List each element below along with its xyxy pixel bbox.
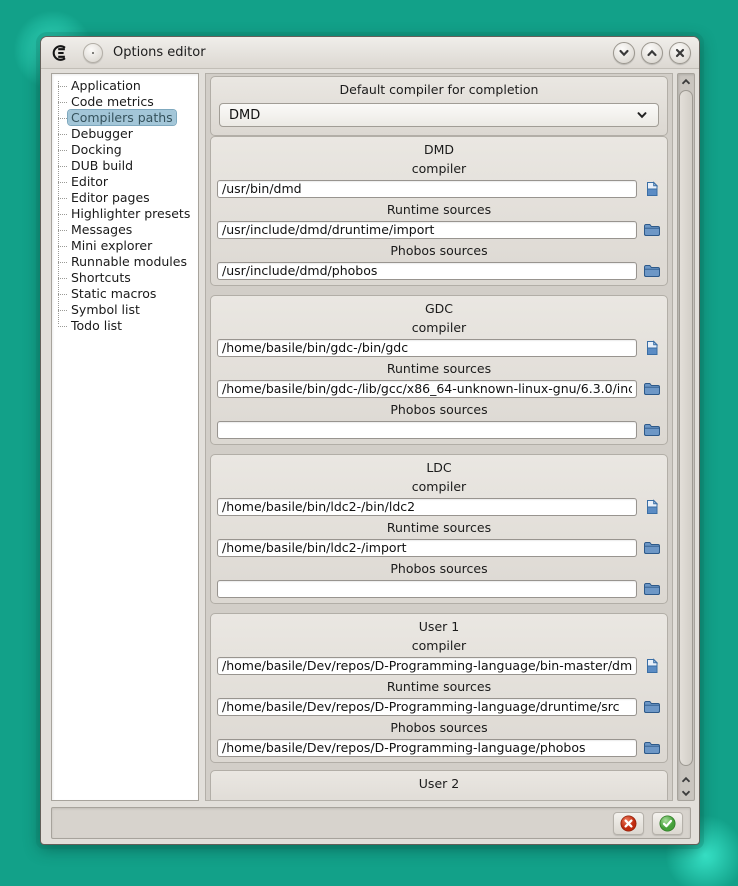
sidebar <box>51 73 199 801</box>
compiler-section-dmd <box>210 136 668 286</box>
path-field <box>211 202 667 239</box>
chevron-up-icon <box>645 46 659 60</box>
browse-folder-button[interactable] <box>642 221 662 238</box>
path-input[interactable] <box>217 380 637 398</box>
sidebar-item-todo-list[interactable]: Todo list <box>68 318 196 334</box>
close-button[interactable] <box>669 42 691 64</box>
field-label: compiler <box>411 638 467 653</box>
sidebar-item-mini-explorer[interactable]: Mini explorer <box>68 238 196 254</box>
field-label: Phobos sources <box>390 561 488 576</box>
default-compiler-combobox[interactable] <box>219 103 659 127</box>
coedit-logo-icon <box>51 44 69 62</box>
browse-folder-button[interactable] <box>642 580 662 597</box>
chevron-up-icon <box>681 776 691 784</box>
path-field <box>211 679 667 716</box>
sidebar-item-application[interactable]: Application <box>68 78 196 94</box>
field-label: Phobos sources <box>390 720 488 735</box>
browse-file-button[interactable] <box>642 498 662 515</box>
chevron-down-icon <box>617 46 631 60</box>
section-title: User 2 <box>418 776 460 791</box>
scroll-down-button[interactable] <box>679 786 693 799</box>
path-input[interactable] <box>217 698 637 716</box>
section-title: LDC <box>426 460 452 475</box>
sidebar-item-static-macros[interactable]: Static macros <box>68 286 196 302</box>
browse-folder-button[interactable] <box>642 421 662 438</box>
chevron-down-icon <box>635 108 649 122</box>
scrollbar-thumb[interactable] <box>679 90 693 766</box>
compiler-section-ldc <box>210 454 668 604</box>
sidebar-item-editor[interactable]: Editor <box>68 174 196 190</box>
ok-check-icon <box>659 815 676 832</box>
path-field <box>211 561 667 598</box>
section-title: GDC <box>424 301 454 316</box>
sidebar-item-code-metrics[interactable]: Code metrics <box>68 94 196 110</box>
compiler-section-user-1 <box>210 613 668 763</box>
sidebar-tree <box>52 78 196 334</box>
path-field <box>211 402 667 439</box>
field-label: compiler <box>411 479 467 494</box>
titlebar <box>41 37 699 69</box>
browse-folder-button[interactable] <box>642 739 662 756</box>
path-input[interactable] <box>217 221 637 239</box>
browse-file-button[interactable] <box>642 339 662 356</box>
section-fields <box>211 161 667 280</box>
sidebar-item-dub-build[interactable]: DUB build <box>68 158 196 174</box>
section-title: DMD <box>423 142 455 157</box>
path-input[interactable] <box>217 262 637 280</box>
window-menu-button[interactable] <box>83 43 103 63</box>
path-field <box>211 361 667 398</box>
sidebar-item-runnable-modules[interactable]: Runnable modules <box>68 254 196 270</box>
scroll-up-button-secondary[interactable] <box>679 773 693 786</box>
browse-file-button[interactable] <box>642 657 662 674</box>
field-label: Runtime sources <box>386 202 492 217</box>
path-input[interactable] <box>217 657 637 675</box>
path-input[interactable] <box>217 498 637 516</box>
vertical-scrollbar[interactable] <box>677 73 695 801</box>
unshade-button[interactable] <box>641 42 663 64</box>
sidebar-item-messages[interactable]: Messages <box>68 222 196 238</box>
path-field <box>211 320 667 357</box>
field-label: Runtime sources <box>386 679 492 694</box>
browse-file-button[interactable] <box>642 180 662 197</box>
browse-folder-button[interactable] <box>642 380 662 397</box>
path-input[interactable] <box>217 580 637 598</box>
field-label: Runtime sources <box>386 520 492 535</box>
shade-button[interactable] <box>613 42 635 64</box>
field-label: compiler <box>411 320 467 335</box>
compiler-section-gdc <box>210 295 668 445</box>
combobox-value: DMD <box>229 107 261 123</box>
chevron-up-icon <box>681 78 691 86</box>
section-fields <box>211 479 667 598</box>
path-field <box>211 479 667 516</box>
cancel-x-icon <box>620 815 637 832</box>
path-field <box>211 720 667 757</box>
cancel-button[interactable] <box>613 812 644 835</box>
sidebar-item-symbol-list[interactable]: Symbol list <box>68 302 196 318</box>
options-editor-window <box>40 36 700 845</box>
path-field <box>211 243 667 280</box>
section-fields <box>211 638 667 757</box>
path-field <box>211 638 667 675</box>
section-fields <box>211 320 667 439</box>
default-compiler-title: Default compiler for completion <box>339 82 539 97</box>
sidebar-item-editor-pages[interactable]: Editor pages <box>68 190 196 206</box>
browse-folder-button[interactable] <box>642 539 662 556</box>
browse-folder-button[interactable] <box>642 698 662 715</box>
path-field <box>211 520 667 557</box>
chevron-down-icon <box>681 789 691 797</box>
field-label: Phobos sources <box>390 402 488 417</box>
field-label: Runtime sources <box>386 361 492 376</box>
path-input[interactable] <box>217 339 637 357</box>
path-field <box>211 161 667 198</box>
path-input[interactable] <box>217 739 637 757</box>
sidebar-item-compilers-paths[interactable]: Compilers paths <box>68 110 196 126</box>
path-input[interactable] <box>217 539 637 557</box>
section-title: User 1 <box>418 619 460 634</box>
window-title: Options editor <box>113 45 206 60</box>
scroll-up-button[interactable] <box>679 75 693 88</box>
path-input[interactable] <box>217 421 637 439</box>
sidebar-item-shortcuts[interactable]: Shortcuts <box>68 270 196 286</box>
sections-container <box>209 136 669 763</box>
close-icon <box>673 46 687 60</box>
default-compiler-group <box>210 76 668 136</box>
sidebar-item-debugger[interactable]: Debugger <box>68 126 196 142</box>
field-label: Phobos sources <box>390 243 488 258</box>
field-label: compiler <box>411 161 467 176</box>
browse-folder-button[interactable] <box>642 262 662 279</box>
sidebar-item-highlighter-presets[interactable]: Highlighter presets <box>68 206 196 222</box>
statusbar <box>51 807 691 839</box>
path-input[interactable] <box>217 180 637 198</box>
options-panel <box>205 73 673 801</box>
compiler-section-user2 <box>210 770 668 801</box>
sidebar-item-docking[interactable]: Docking <box>68 142 196 158</box>
accept-button[interactable] <box>652 812 683 835</box>
